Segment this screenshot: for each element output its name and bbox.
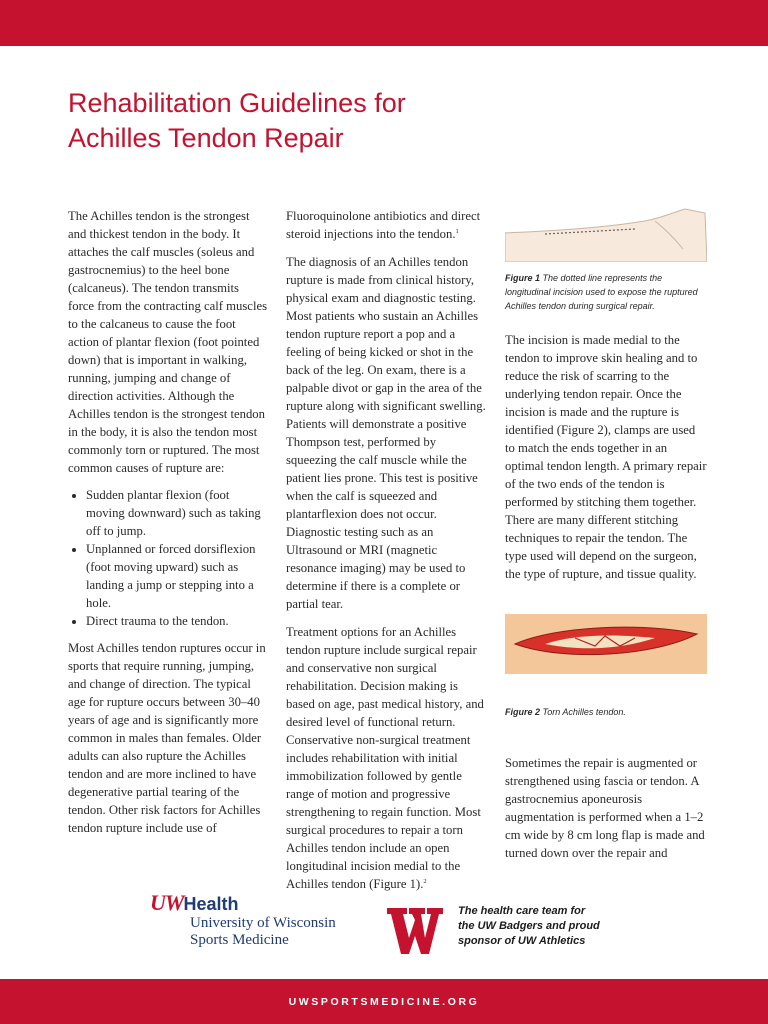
uw-logo-health: Health [183,894,239,914]
footer-url-link[interactable]: UWSPORTSMEDICINE.ORG [288,995,480,1008]
risk-factors-paragraph: Most Achilles tendon ruptures occur in sports that require running, jumping, and change of direction. The typical age for rupture occurs between 30–40 years of age and is significantly more common in males than females. Older adults can also rupture the Achilles tendon and are more inclined to have degenerative partial tearing of the tendon. Other risk factors for Achilles tendon rupture include use of [68,641,266,835]
footer-banner [0,979,768,1024]
title-line-1: Rehabilitation Guidelines for [68,88,406,118]
logo-line-2: Sports Medicine [190,932,289,948]
list-item: • Direct trauma to the tendon. [86,612,268,630]
logo-line-1: University of Wisconsin [190,915,336,931]
rupture-causes-list [68,486,268,630]
uw-logo-mark: UW [150,890,184,915]
column-3-text-2 [505,754,707,862]
motion-w-icon [385,900,445,960]
reference-marker: 1 [455,227,459,235]
uw-health-logo [150,890,350,949]
sponsor-text: The health care team for the UW Badgers and proud sponsor of UW Athletics [458,905,600,947]
title-line-2: Achilles Tendon Repair [68,123,344,153]
list-item: • Sudden plantar flexion (foot moving downward) such as taking off to jump. [86,486,268,540]
page-title [68,86,708,156]
top-banner [0,0,768,46]
diagnosis-paragraph: The diagnosis of an Achilles tendon rupture is made from clinical history, physical exam and diagnostic testing. Most patients who sustain an Achilles tendon rupture report a pop and a feeling of being kicked or shot in the back of the leg. On exam, there is a palpable divot or gap in the area of the rupture along with significant swelling. Patients will demonstrate a positive Thompson test, performed by squeezing the calf muscle while the patient lies prone. This test is positive when the calf is squeezed and plantarflexion does not occur. Diagnostic testing such as an Ultrasound or MRI (magnetic resonance imaging) may be used to determine if there is a complete or partial tear. [286,255,486,611]
figure-2-image [505,604,707,684]
reference-marker: 2 [423,877,427,885]
figure-1-image [505,207,707,262]
figure-1-label: Figure 1 [505,273,541,283]
augmentation-paragraph: Sometimes the repair is augmented or strengthened using fascia or tendon. A gastrocnemius aponeurosis augmentation is performed when a 1–2 cm wide by 8 cm long flap is made and turned down over the repair and [505,756,705,860]
intro-paragraph: The Achilles tendon is the strongest and thickest tendon in the body. It attaches the calf muscles (soleus and gastrocnemius) to the heel bone (calcaneus). The tendon transmits force from the contracting calf muscles to the calcaneus to cause the foot action of plantar flexion (foot pointed down) that is important in walking, running, jumping and change of direction activities. Although the Achilles tendon is the strongest tendon in the body, it is also the tendon most commonly torn or ruptured. The most common causes of rupture are: [68,209,268,475]
figure-2-label: Figure 2 [505,707,541,717]
treatment-paragraph: Treatment options for an Achilles tendon rupture include surgical repair and conservative non surgical rehabilitation. Decision making is based on age, past medical history, and desired level of functional return. Conservative non-surgical treatment includes rehabilitation with initial immobilization followed by gentle range of motion and progressive strengthening to regain function. Most surgical procedures to repair a torn Achilles tendon include an open longitudinal incision medial to the Achilles tendon (Figure 1).$^2$ [286,625,484,891]
risk-factors-continued: Fluoroquinolone antibiotics and direct steroid injections into the tendon.$^1$ [286,209,481,241]
column-1 [68,207,268,847]
column-3-text-1 [505,331,707,583]
incision-paragraph: The incision is made medial to the tendon to improve skin healing and to reduce the risk of scarring to the underlying tendon repair. Once the incision is made and the rupture is identified (Figure 2), clamps are used to match the ends together in an optimal tendon length. A primary repair of the two ends of the tendon is performed by stitching them together. There are many different stitching techniques to repair the tendon. The type used will depend on the surgeon, the type of rupture, and tissue quality. [505,333,707,581]
figure-1-caption: Figure 1 The dotted line represents the longitudinal incision used to expose the ruptured Achilles tendon during surgical repair. [505,273,698,311]
list-item: • Unplanned or forced dorsiflexion (foot moving upward) such as landing a jump or stepping into a hole. [86,540,268,612]
column-2 [286,207,488,903]
figure-2-caption: Figure 2 Torn Achilles tendon. [505,707,626,717]
